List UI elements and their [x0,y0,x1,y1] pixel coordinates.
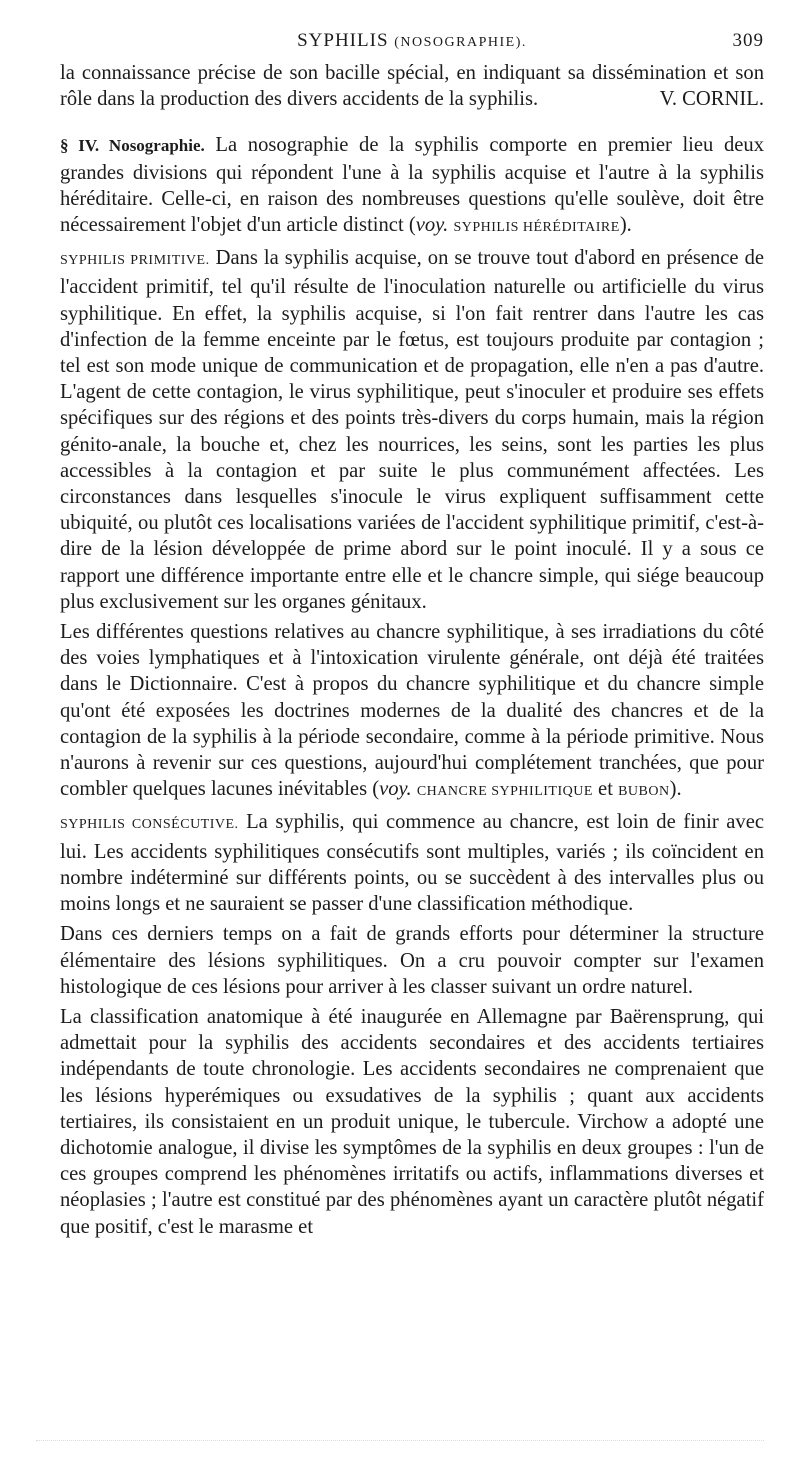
section-nosographie [60,132,764,241]
paragraph-text: ). [619,214,632,237]
cross-reference-voy: voy. [379,778,412,801]
run-in-heading: SYPHILIS PRIMITIVE. [60,253,210,269]
author-signature: V. CORNIL. [659,88,764,111]
paragraph-syphilis-consecutive [60,809,764,917]
paragraph-text: Les différentes questions relatives au chancre syphilitique, à ses irradiations du côté des voies lymphatiques et à l'intoxication virulente générale, ont déjà été traitées dans le Dictionnaire. C'est à propos du chancre syphilitique et du chancre simple qu'ont été exposées les doctrines modernes de la dualité des chancres et de la contagion de la syphilis à la période secondaire, comme à la période primitive. Nous n'aurons à revenir sur ces questions, aujourd'hui complétement tranchées, que pour combler quelques lacunes inévitables ( [60,621,764,801]
cross-reference-voy: voy. [415,214,449,237]
paragraph-text: et [592,778,619,801]
paragraph-text: la connaissance précise de son bacille spécial, en indiquant sa dissémination et son rôle dans la production des divers accidents de la syphilis. [60,62,764,111]
cross-reference: SYPHILIS HÉRÉDITAIRE [453,220,620,236]
cross-reference: BUBON [618,784,670,800]
body-text [60,60,764,1240]
page-header [60,30,764,60]
paragraph-continuation [60,60,764,112]
paragraph-chancre [60,619,764,805]
section-heading: § IV. Nosographie. [60,136,205,156]
paragraph-syphilis-primitive [60,245,764,615]
paragraph-text: Dans ces derniers temps on a fait de grands efforts pour déterminer la structure élémentaire des lésions syphilitiques. On a cru pouvoir compter sur l'examen histologique de ces lésions pour arriver à les classer suivant un ordre naturel. [60,923,764,998]
running-title-main: SYPHILIS [297,30,389,51]
page-number: 309 [732,30,764,51]
running-title-sub: (NOSOGRAPHIE). [394,35,527,50]
page-bottom-edge [36,1440,764,1445]
paragraph-classification [60,1004,764,1240]
paragraph-text: ). [669,778,682,801]
paragraph-text: La classification anatomique à été inaugurée en Allemagne par Baërensprung, qui admettait pour la syphilis des accidents secondaires et des accidents tertiaires indépendants de toute chronologie. Les accidents secondaires ne comprenaient que les lésions hyperémiques ou exsudatives de la syphilis ; quant aux accidents tertiaires, ils consistaient en un produit unique, le tubercule. Virchow a adopté une dichotomie analogue, il divise les symptômes de la syphilis en deux groupes : l'un de ces groupes comprend les phénomènes irritatifs ou actifs, inflammations diverses et néoplasies ; l'autre est constitué par des phénomènes ayant un caractère plutôt négatif que positif, c'est le marasme et [60,1005,764,1238]
paragraph-text: Dans la syphilis acquise, on se trouve tout d'abord en présence de l'accident primitif, tel qu'il résulte de l'inoculation naturelle ou artificielle du virus syphilitique. En effet, la syphilis acquise, si l'on fait rentrer dans l'autre les cas d'infection de la femme enceinte par le fœtus, est toujours produite par contagion ; tel est son mode unique de communication et de propagation, elle n'en a pas d'autre. L'agent de cette contagion, le virus syphilitique, peut s'inoculer et produire ses effets spécifiques sur des régions et des points très-divers du corps humain, mais la région génito-anale, la bouche et, chez les nourrices, les seins, sont les parties les plus accessibles à la contagion et par suite le plus communément affectées. Les circonstances dans lesquelles s'inocule le virus expliquent suffisamment cette ubiquité, ou plutôt ces localisations variées de l'accident syphilitique primitif, c'est-à-dire de la lésion développée de prime abord sur le point inoculé. Il y a sous ce rapport une différence importante entre elle et le chancre simple, qui siége beaucoup plus exclusivement sur les organes génitaux. [60,247,765,613]
cross-reference: CHANCRE SYPHILITIQUE [416,784,593,800]
paragraph-histologie [60,921,764,1000]
run-in-heading: SYPHILIS CONSÉCUTIVE. [60,817,239,833]
paragraph-text: La syphilis, qui commence au chancre, est loin de finir avec lui. Les accidents syphilitiques consécutifs sont multiples, variés ; ils coïncident en nombre indéterminé sur différents points, ou se succèdent à des intervalles plus ou moins longs et ne sauraient se passer d'une classification méthodique. [60,811,764,916]
running-title [60,30,764,52]
paragraph-text: La nosographie de la syphilis comporte en premier lieu deux grandes divisions qui répondent l'une à la syphilis acquise et l'autre à la syphilis héréditaire. Celle-ci, en raison des nombreuses questions qu'elle soulève, doit être nécessairement l'objet d'un article distinct ( [60,134,764,237]
